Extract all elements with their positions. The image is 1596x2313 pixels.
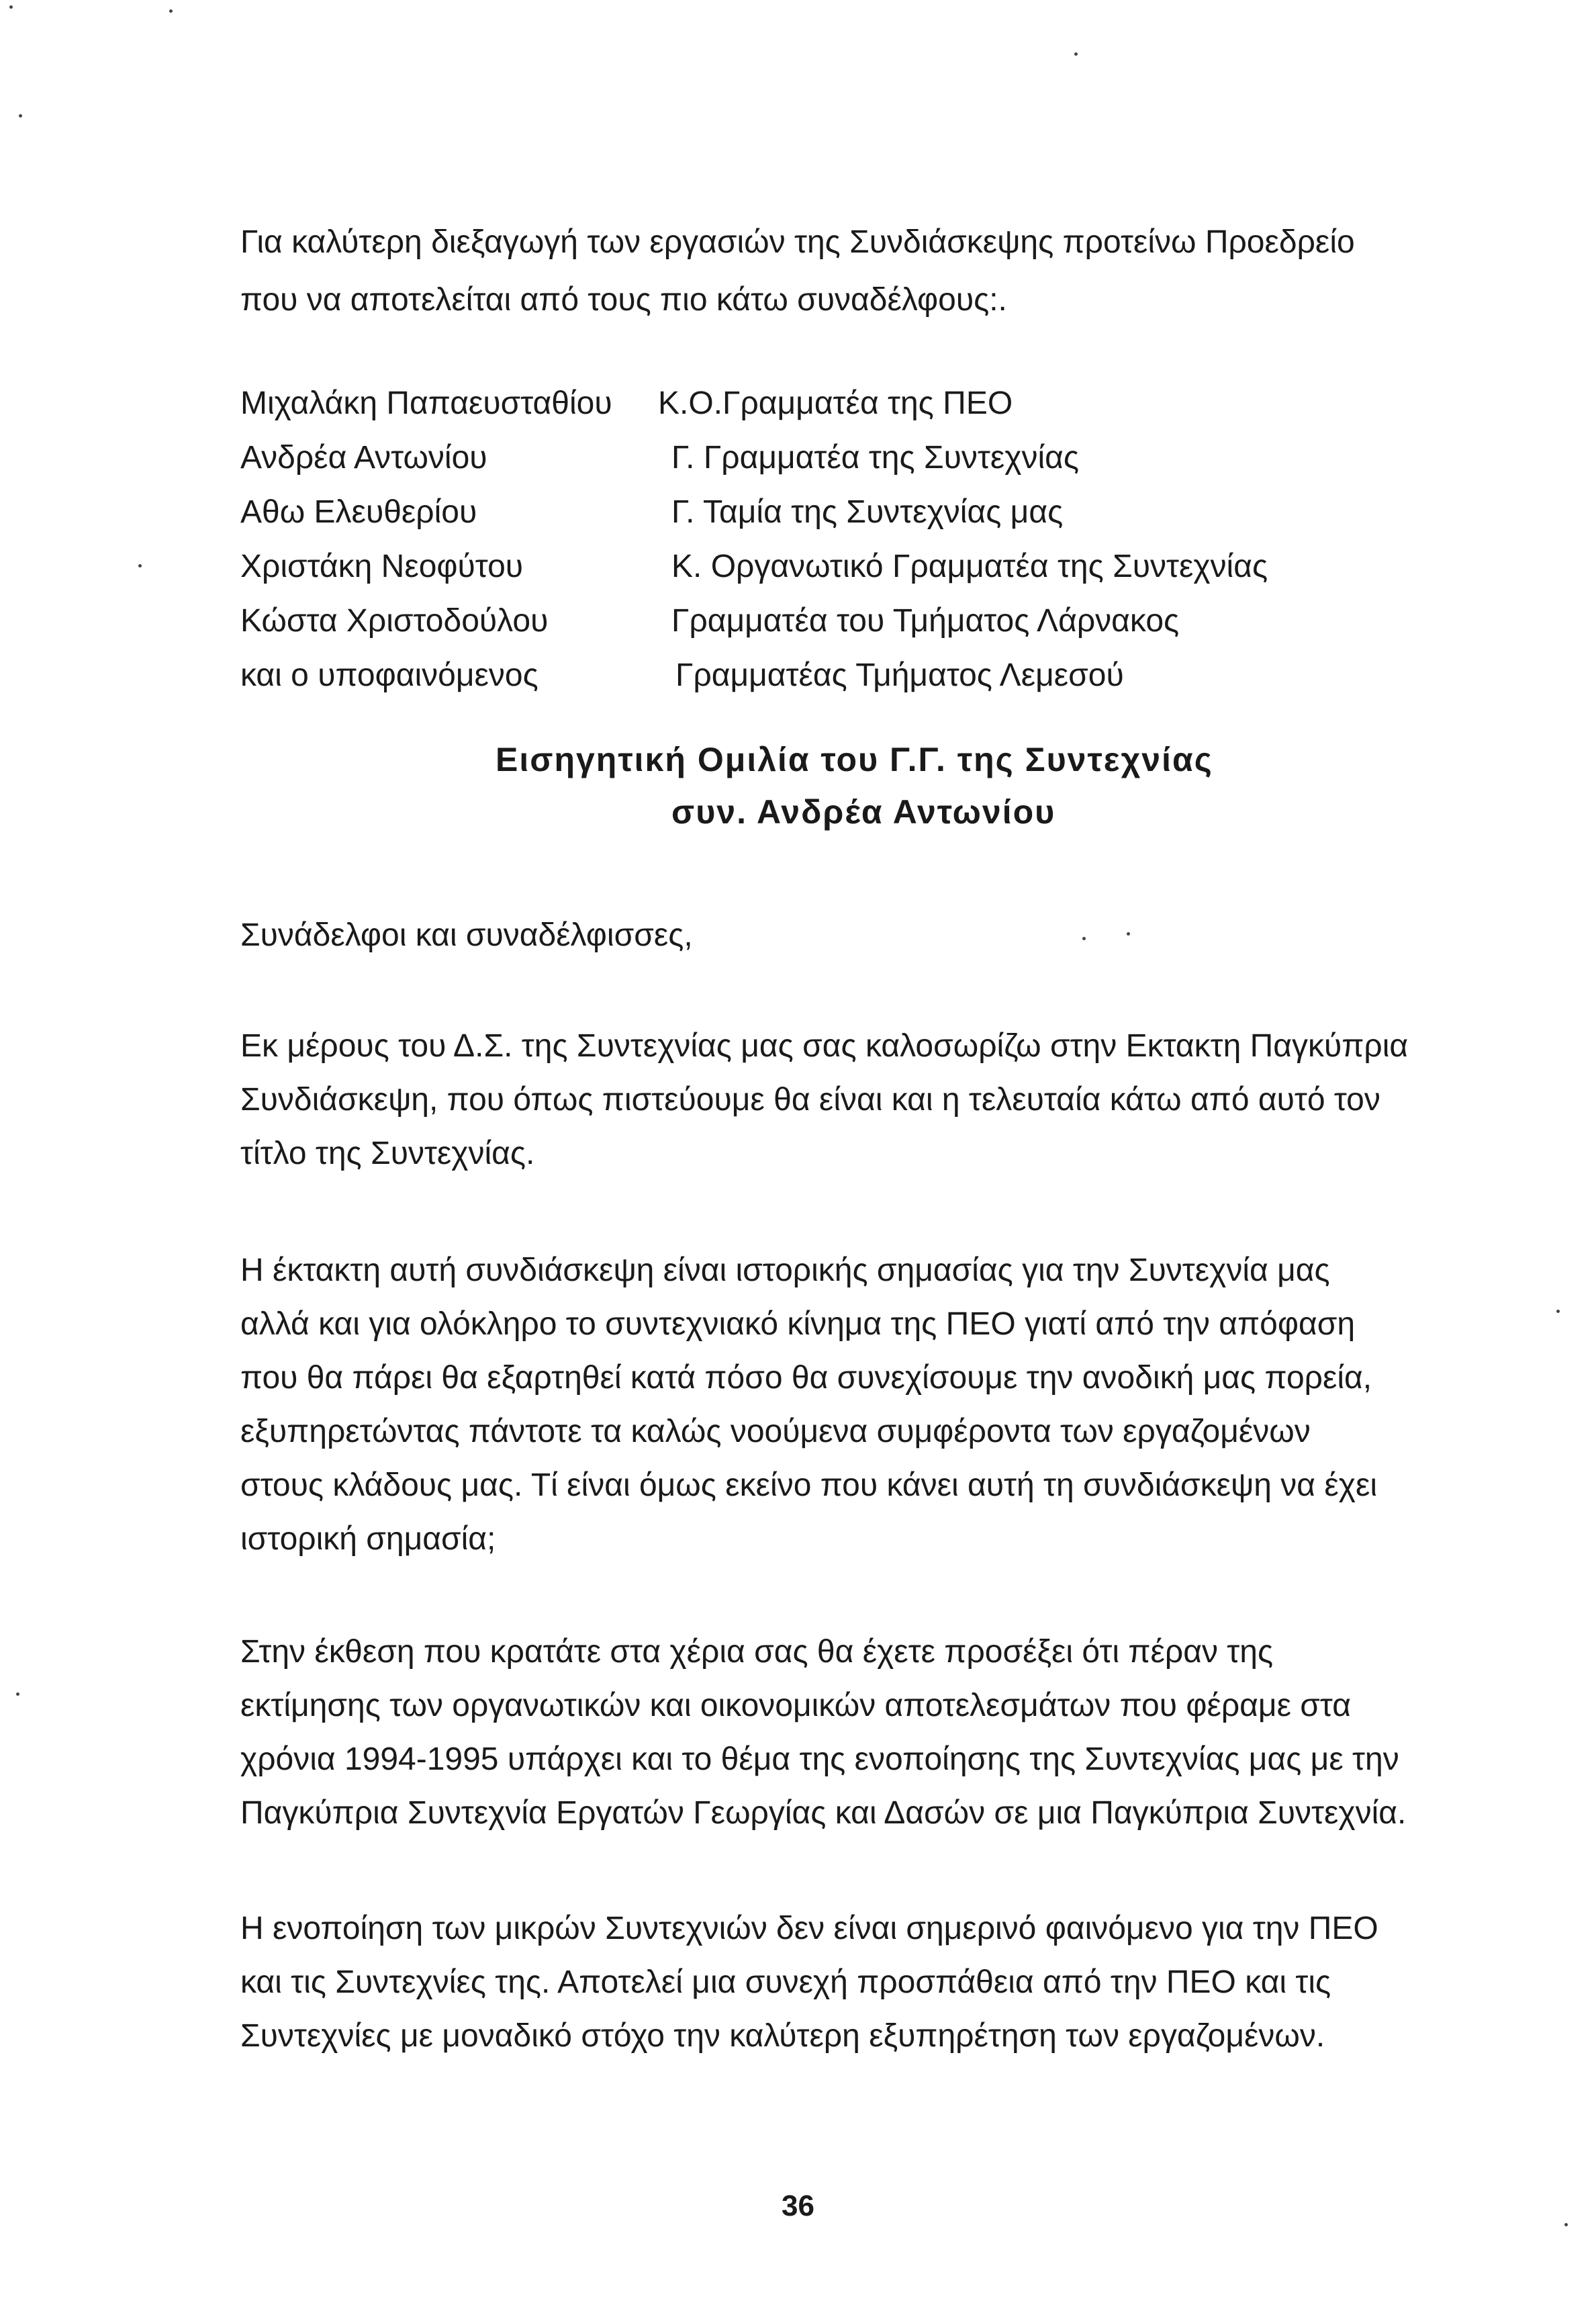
presidium-row — [240, 594, 1516, 648]
member-name: Ανδρέα Αντωνίου — [240, 440, 487, 475]
paragraph-line: χρόνια 1994-1995 υπάρχει και το θέμα της ενοποίησης της Συντεχνίας μας με την — [240, 1741, 1399, 1777]
intro-line: που να αποτελείται από τους πιο κάτω συναδέλφους:. — [240, 282, 1007, 318]
scan-speck — [16, 1692, 19, 1696]
intro-line: Για καλύτερη διεξαγωγή των εργασιών της Συνδιάσκεψης προτείνω Προεδρείο — [240, 224, 1355, 260]
paragraph-historic — [240, 1244, 1516, 1566]
paragraph-line: και τις Συντεχνίες της. Αποτελεί μια συνεχή προσπάθεια από την ΠΕΟ και τις — [240, 1964, 1331, 2000]
member-role: Κ. Οργανωτικό Γραμματέα της Συντεχνίας — [671, 549, 1268, 584]
speaker-name: συν. Ανδρέα Αντωνίου — [671, 793, 1056, 831]
paragraph-line: Στην έκθεση που κρατάτε στα χέρια σας θα έχετε προσέξει ότι πέραν της — [240, 1634, 1274, 1670]
scan-speck — [9, 5, 13, 9]
paragraph-line: Συνδιάσκεψη, που όπως πιστεύουμε θα είναι και η τελευταία κάτω από αυτό τον — [240, 1082, 1380, 1118]
intro-paragraph — [240, 214, 1516, 329]
member-name: Κώστα Χριστοδούλου — [240, 603, 549, 639]
member-role: Γ. Γραμματέα της Συντεχνίας — [671, 440, 1079, 475]
paragraph-welcome — [240, 1019, 1516, 1181]
scan-speck — [1127, 932, 1130, 936]
scan-speck — [1556, 1310, 1560, 1313]
paragraph-line: Παγκύπρια Συντεχνία Εργατών Γεωργίας και Δασών σε μια Παγκύπρια Συντεχνία. — [240, 1795, 1407, 1831]
paragraph-line: Εκ μέρους του Δ.Σ. της Συντεχνίας μας σας καλοσωρίζω στην Εκτακτη Παγκύπρια — [240, 1028, 1409, 1064]
scan-speck — [1074, 52, 1078, 56]
paragraph-line: ιστορική σημασία; — [240, 1521, 496, 1557]
member-role: Γραμματέα του Τμήματος Λάρνακος — [671, 603, 1180, 639]
paragraph-line: αλλά και για ολόκληρο το συντεχνιακό κίνημα της ΠΕΟ γιατί από την απόφαση — [240, 1306, 1356, 1342]
speech-heading — [0, 740, 1596, 834]
paragraph-line: Συντεχνίες με μοναδικό στόχο την καλύτερη εξυπηρέτηση των εργαζομένων. — [240, 2018, 1325, 2054]
presidium-row — [240, 376, 1516, 430]
page-number: 36 — [782, 2189, 814, 2222]
scan-speck — [138, 564, 142, 568]
speech-title: Εισηγητική Ομιλία του Γ.Γ. της Συντεχνίας — [496, 741, 1213, 778]
member-role: Γ. Ταμία της Συντεχνίας μας — [671, 494, 1064, 530]
paragraph-line: εξυπηρετώντας πάντοτε τα καλώς νοούμενα συμφέροντα των εργαζομένων — [240, 1414, 1311, 1449]
scan-speck — [169, 9, 173, 13]
paragraph-line: τίτλο της Συντεχνίας. — [240, 1136, 535, 1171]
presidium-row — [240, 430, 1516, 485]
presidium-row — [240, 485, 1516, 539]
presidium-row — [240, 539, 1516, 594]
scan-speck — [1564, 2223, 1568, 2226]
paragraph-line: Η έκτακτη αυτή συνδιάσκεψη είναι ιστορικής σημασίας για την Συντεχνία μας — [240, 1253, 1330, 1288]
paragraph-line: που θα πάρει θα εξαρτηθεί κατά πόσο θα συνεχίσουμε την ανοδική μας πορεία, — [240, 1360, 1372, 1396]
presidium-list — [240, 376, 1516, 702]
paragraph-line: στους κλάδους μας. Τί είναι όμως εκείνο που κάνει αυτή τη συνδιάσκεψη να έχει — [240, 1467, 1378, 1503]
scan-speck — [19, 114, 22, 118]
member-name: Αθω Ελευθερίου — [240, 494, 477, 530]
scan-speck — [1082, 937, 1086, 940]
paragraph-line: Η ενοποίηση των μικρών Συντεχνιών δεν είναι σημερινό φαινόμενο για την ΠΕΟ — [240, 1911, 1378, 1946]
member-name: Μιχαλάκη Παπαευσταθίου — [240, 386, 612, 421]
paragraph-line: εκτίμησης των οργανωτικών και οικονομικών αποτελεσμάτων που φέραμε στα — [240, 1688, 1351, 1723]
member-role: Κ.Ο.Γραμματέα της ΠΕΟ — [658, 386, 1013, 421]
presidium-row — [240, 648, 1516, 702]
member-name: Χριστάκη Νεοφύτου — [240, 549, 524, 584]
paragraph-report — [240, 1625, 1516, 1840]
member-name: και ο υποφαινόμενος — [240, 657, 538, 693]
paragraph-unification — [240, 1902, 1516, 2063]
salutation: Συνάδελφοι και συναδέλφισσες, — [240, 917, 693, 953]
member-role: Γραμματέας Τμήματος Λεμεσού — [675, 657, 1124, 693]
